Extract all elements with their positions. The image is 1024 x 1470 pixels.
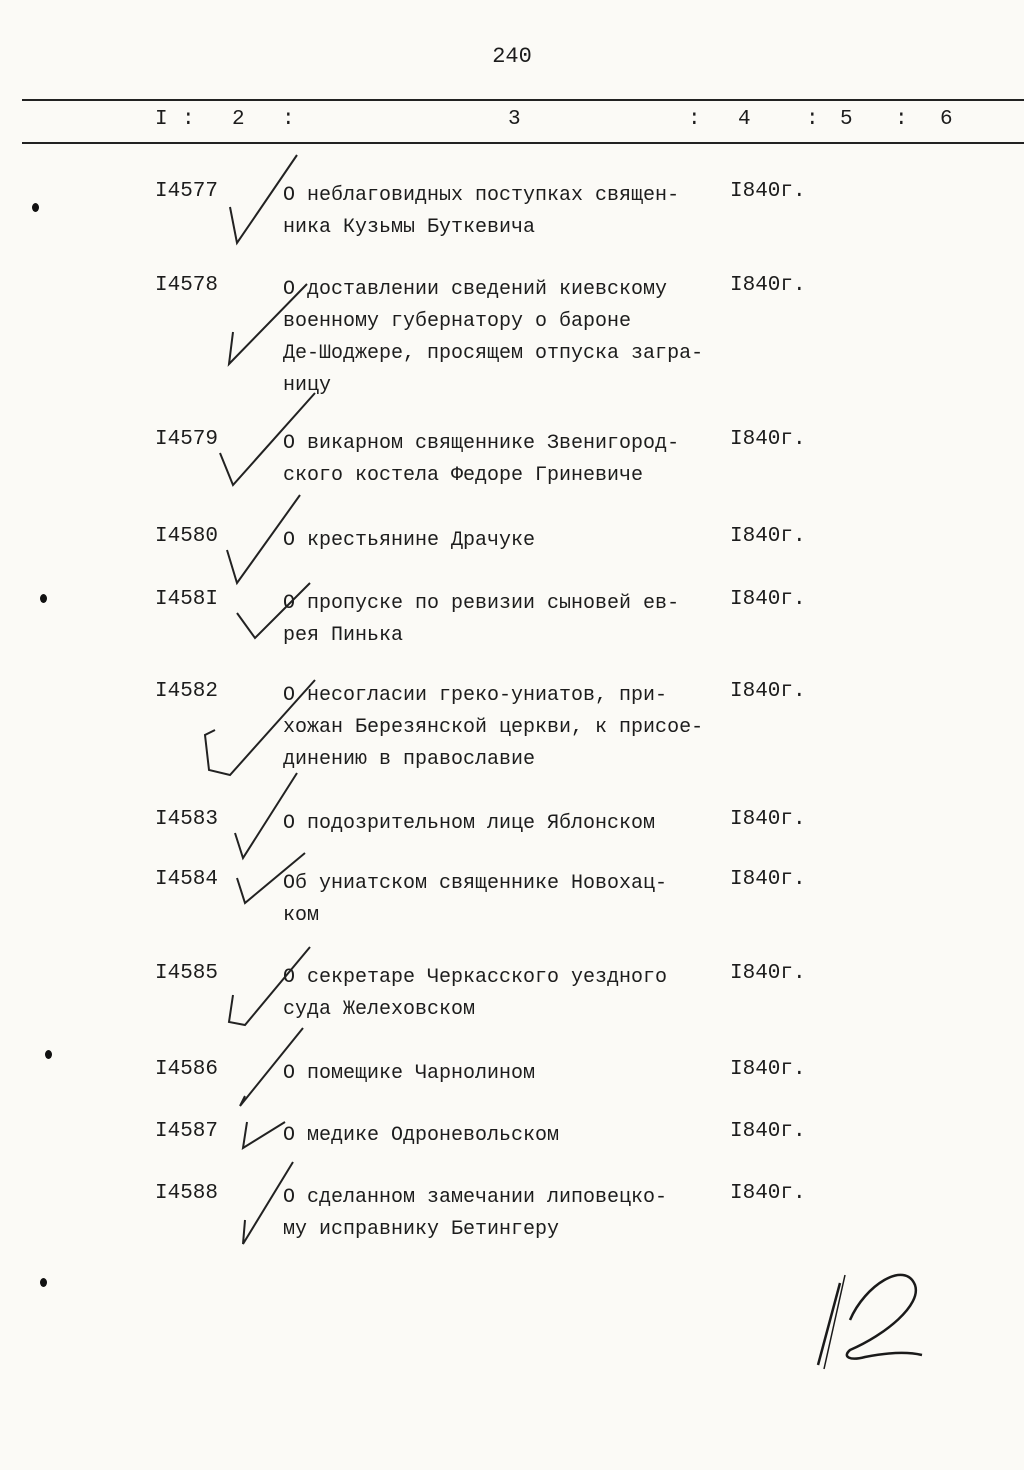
entry-year: I840г. <box>730 962 806 985</box>
entry-number: I458I <box>155 588 219 611</box>
entry-number: I4588 <box>155 1182 219 1205</box>
entry-year: I840г. <box>730 588 806 611</box>
header-col-3: 3 <box>508 108 521 131</box>
check-mark-icon <box>215 284 325 384</box>
entry-year: I840г. <box>730 274 806 297</box>
header-col-5: 5 <box>840 108 853 131</box>
entry-year: I840г. <box>730 680 806 703</box>
entry-number: I4579 <box>155 428 219 451</box>
entry-description: О крестьянине Драчуке <box>283 529 536 552</box>
entry-description: О пропуске по ревизии сыновей ев- рея Пинька <box>283 592 680 647</box>
entry-number: I4577 <box>155 180 219 203</box>
header-bottom-rule <box>22 142 1024 144</box>
entry-description: О сделанном замечании липовецко- му исправнику Бетингеру <box>283 1186 668 1241</box>
header-col-6: 6 <box>940 108 953 131</box>
header-col-1: I <box>155 108 168 131</box>
entry-year: I840г. <box>730 808 806 831</box>
check-mark-icon <box>215 680 325 780</box>
header-separator: : <box>282 108 295 131</box>
entry-description: О доставлении сведений киевскому военному губернатору о бароне Де-Шоджере, просящем отпуска загра- ницу <box>283 278 704 397</box>
check-mark-icon <box>215 495 325 595</box>
header-top-rule <box>22 99 1024 101</box>
entry-year: I840г. <box>730 1120 806 1143</box>
entry-description: О помещике Чарнолином <box>283 1062 536 1085</box>
check-mark-icon <box>215 583 325 683</box>
entry-year: I840г. <box>730 180 806 203</box>
handwritten-sheet-number <box>810 1265 930 1375</box>
entry-number: I4583 <box>155 808 219 831</box>
check-mark-icon <box>215 1162 325 1262</box>
entry-description: О викарном священнике Звенигород- ского костела Федоре Гриневиче <box>283 432 680 487</box>
header-separator: : <box>182 108 195 131</box>
entry-number: I4578 <box>155 274 219 297</box>
header-separator: : <box>688 108 701 131</box>
header-col-4: 4 <box>738 108 751 131</box>
entry-number: I4586 <box>155 1058 219 1081</box>
punch-hole-mark <box>40 594 47 603</box>
entry-description: О неблаговидных поступках священ- ника Кузьмы Буткевича <box>283 184 680 239</box>
entry-year: I840г. <box>730 868 806 891</box>
check-mark-icon <box>215 155 325 255</box>
header-separator: : <box>895 108 908 131</box>
entry-year: I840г. <box>730 1182 806 1205</box>
entry-description: О несогласии греко-униатов, при- хожан Березянской церкви, к присое- динению в православие <box>283 684 704 771</box>
punch-hole-mark <box>40 1278 47 1287</box>
entry-number: I4580 <box>155 525 219 548</box>
entry-number: I4585 <box>155 962 219 985</box>
entry-number: I4582 <box>155 680 219 703</box>
entry-year: I840г. <box>730 1058 806 1081</box>
entry-description: О секретаре Черкасского уездного суда Желеховском <box>283 966 668 1021</box>
entry-description: О подозрительном лице Яблонском <box>283 812 656 835</box>
entry-year: I840г. <box>730 525 806 548</box>
check-mark-icon <box>215 393 325 493</box>
entry-year: I840г. <box>730 428 806 451</box>
punch-hole-mark <box>45 1050 52 1059</box>
entry-number: I4587 <box>155 1120 219 1143</box>
page-number: 240 <box>492 44 532 69</box>
entry-description: О медике Одроневольском <box>283 1124 560 1147</box>
entry-number: I4584 <box>155 868 219 891</box>
check-mark-icon <box>215 853 325 953</box>
punch-hole-mark <box>32 203 39 212</box>
entry-description: Об униатском священнике Новохац- ком <box>283 872 668 927</box>
header-col-2: 2 <box>232 108 245 131</box>
header-separator: : <box>806 108 819 131</box>
